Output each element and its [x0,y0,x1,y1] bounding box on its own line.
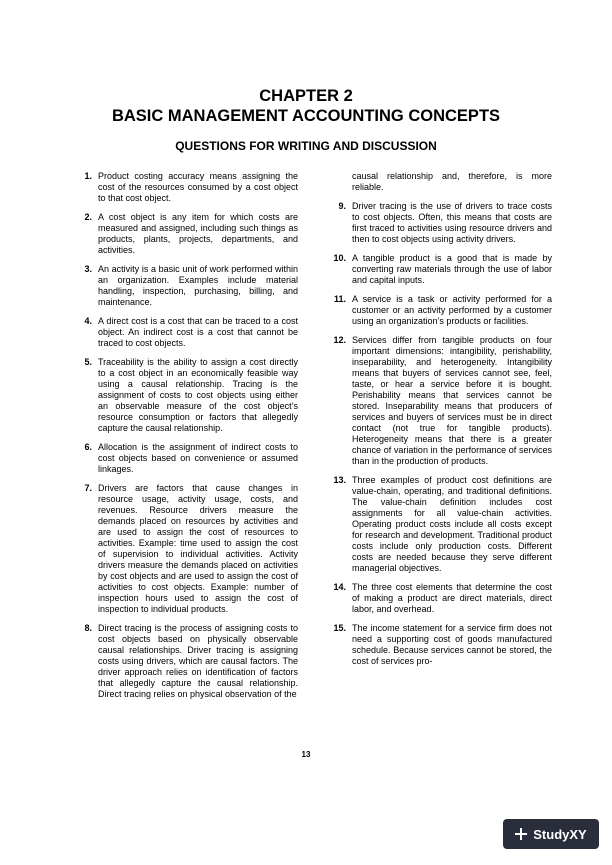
item-number: 15. [333,623,346,633]
item-number: 8. [84,623,92,633]
item-text: The income statement for a service firm does not need a supporting cost of goods manufactured schedule. Because services cannot be stored, the cost of services pro- [352,623,552,666]
item-number: 11. [333,294,346,304]
right-column [330,171,552,675]
item-number: 1. [84,171,92,181]
item-number: 13. [333,475,346,485]
list-item [76,171,298,204]
item-text: A tangible product is a good that is made by converting raw materials through the use of labor and capital inputs. [352,253,552,285]
list-item [330,253,552,286]
chapter-number: CHAPTER 2 [259,87,353,105]
item-number: 3. [84,264,92,274]
item-number: 10. [333,253,346,263]
item-text: Drivers are factors that cause changes in resource usage, activity usage, costs, and revenues. Resource drivers measure the demands placed on resources by activities and are used to assign the cost of resources to activities. Example: time used to assign the cost of supervision to individual activities. Activity drivers measure the demands placed on activities by cost objects and are used to assign the cost of activities to cost objects. Example: number of inspection hours used to assign the cost of inspection to individual products. [98,483,298,614]
studyxy-badge[interactable] [503,819,599,849]
item-text: A cost object is any item for which costs are measured and assigned, including such things as products, plants, projects, departments, and activities. [98,212,298,255]
item-number: 9. [338,201,346,211]
list-item [330,335,552,467]
left-column [76,171,298,708]
chapter-name: BASIC MANAGEMENT ACCOUNTING CONCEPTS [111,107,501,125]
item-text: Three examples of product cost definitions are value-chain, operating, and traditional definitions. The value-chain definition includes cost assignments for all value-chain activities. Operating product costs include all costs except for research and development. Traditional product costs include only production costs. Different costs are needed because they serve different managerial objectives. [352,475,552,573]
item-number: 7. [84,483,92,493]
item-number: 14. [333,582,346,592]
list-item [76,357,298,434]
plus-icon [515,828,527,840]
item-number: 12. [333,335,346,345]
list-item [330,582,552,615]
list-item [76,442,298,475]
list-item [330,475,552,574]
list-item [76,212,298,256]
item-number: 6. [84,442,92,452]
item-text: Services differ from tangible products on four important dimensions: intangibility, perishability, inseparability, and heterogeneity. Intangibility means that buyers of services cannot see, feel, taste, or hear a service before it is bought. Perishability means that services cannot be stored. Inseparability means that producers of services and buyers of services must be in direct contact (not true for tangible products). Heterogeneity means that there is a greater chance of variation in the performance of services than in the production of products. [352,335,552,466]
item-text: Driver tracing is the use of drivers to trace costs to cost objects. Often, this means that costs are first traced to activities using resource drivers and then to cost objects using activity drivers. [352,201,552,244]
item-text: The three cost elements that determine the cost of making a product are direct materials, direct labor, and overhead. [352,582,552,614]
list-item [76,483,298,615]
badge-label: StudyXY [533,826,587,842]
item-text: Allocation is the assignment of indirect costs to cost objects based on convenience or assumed linkages. [98,442,298,474]
item-text: Traceability is the ability to assign a cost directly to a cost object in an economically feasible way using a causal relationship. Tracing is the assignment of costs to cost objects using either an observable measure of the cost object’s resource consumption or factors that allegedly capture the causal relationship. [98,357,298,433]
continued-text: causal relationship and, therefore, is more reliable. [352,171,552,192]
item-text: Direct tracing is the process of assigning costs to cost objects based on physically observable causal relationships. Driver tracing is assigning costs using drivers, which are causal factors. The driver approach relies on identification of factors that allegedly capture the causal relationship. Direct tracing relies on physical observation of the [98,623,298,699]
page-number: 13 [301,750,311,759]
item-number: 2. [84,212,92,222]
list-item [76,264,298,308]
item-text: A direct cost is a cost that can be traced to a cost object. An indirect cost is a cost that cannot be traced to cost objects. [98,316,298,348]
item-number: 4. [84,316,92,326]
list-item [330,201,552,245]
list-item [330,623,552,667]
list-item [76,316,298,349]
item-text: Product costing accuracy means assigning the cost of the resources consumed by a cost object to that cost object. [98,171,298,203]
item-text: A service is a task or activity performed for a customer or an activity performed by a customer using an organization’s products or facilities. [352,294,552,326]
list-item [76,623,298,700]
chapter-title [0,86,612,126]
item-text: An activity is a basic unit of work performed within an organization. Examples include material handling, inspection, purchasing, billing, and maintenance. [98,264,298,307]
item-number: 5. [84,357,92,367]
list-item [330,294,552,327]
section-heading: QUESTIONS FOR WRITING AND DISCUSSION [175,139,437,153]
